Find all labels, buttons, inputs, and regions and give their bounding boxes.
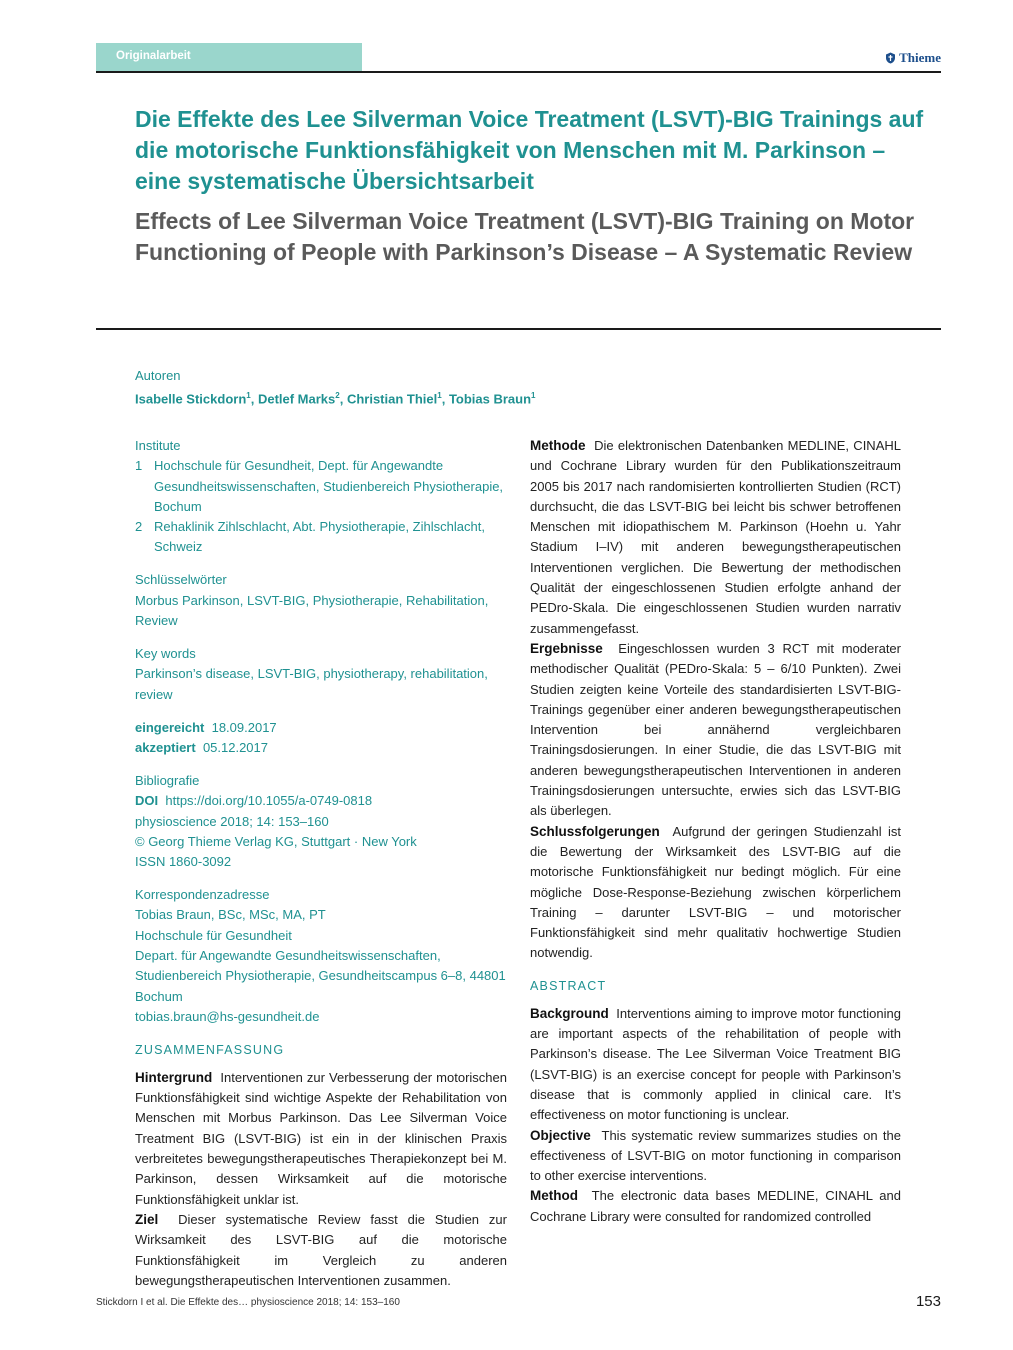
method-label: Method bbox=[530, 1188, 578, 1204]
accepted-value: 05.12.2017 bbox=[202, 739, 269, 755]
dates-section bbox=[135, 718, 507, 759]
abstract-background bbox=[530, 1004, 901, 1126]
zusammenfassung-methode bbox=[530, 436, 901, 639]
title-german: Die Effekte des Lee Silverman Voice Treatment (LSVT)-BIG Trainings auf die motorische Funktionsfähigkeit von Menschen mit M. Parkinson – eine systematische Übersichtsarbeit bbox=[135, 106, 924, 194]
header-rule bbox=[96, 71, 941, 73]
copyright: © Georg Thieme Verlag KG, Stuttgart · New York bbox=[135, 833, 417, 849]
correspondence-line: Hochschule für Gesundheit bbox=[135, 927, 292, 943]
schluss-text: Aufgrund der geringen Studienzahl ist die Bewertung der Wirksamkeit des LSVT-BIG auf die motorische Funktionsfähigkeit nur bedingt möglich. Für eine mögliche Dose-Response-Beziehung zwischen körperlichem Training – darunter LSVT-BIG – und motorischer Funktionsfähigkeit sind mehr qualitativ hochwertige Studien notwendig. bbox=[530, 823, 901, 961]
author-sep: , bbox=[339, 391, 347, 407]
left-column bbox=[135, 436, 507, 1291]
institute-number: 2 bbox=[135, 519, 143, 535]
keywords-de-text: Morbus Parkinson, LSVT-BIG, Physiotherapie, Rehabilitation, Review bbox=[135, 592, 489, 629]
ziel-text: Dieser systematische Review fasst die Studien zur Wirksamkeit des LSVT-BIG auf die motorische Funktionsfähigkeit im Vergleich zu anderen bewegungstherapeutischen Interventionen zusammen. bbox=[135, 1211, 507, 1288]
author-affil: 1 bbox=[531, 391, 536, 401]
institute-text: Rehaklinik Zihlschlacht, Abt. Physiotherapie, Zihlschlacht, Schweiz bbox=[154, 519, 485, 555]
accepted-label: akzeptiert bbox=[135, 739, 196, 755]
journal-ref: physioscience 2018; 14: 153–160 bbox=[135, 813, 329, 829]
correspondence-email[interactable]: tobias.braun@hs-gesundheit.de bbox=[135, 1008, 320, 1024]
zusammenfassung-ergebnisse bbox=[530, 639, 901, 822]
institute-item bbox=[135, 456, 507, 517]
title-rule bbox=[96, 328, 941, 330]
author-sep: , bbox=[250, 391, 258, 407]
authors-label: Autoren bbox=[135, 368, 181, 383]
method-text: The electronic data bases MEDLINE, CINAHL and Cochrane Library were consulted for randomized controlled bbox=[530, 1188, 901, 1224]
background-label: Background bbox=[530, 1005, 609, 1021]
correspondence-line: Tobias Braun, BSc, MSc, MA, PT bbox=[135, 907, 326, 923]
ergebnisse-label: Ergebnisse bbox=[530, 640, 603, 656]
keywords-de-section bbox=[135, 570, 507, 631]
zusammenfassung-ziel bbox=[135, 1210, 507, 1291]
correspondence-label: Korrespondenzadresse bbox=[135, 887, 270, 903]
keywords-en-text: Parkinson’s disease, LSVT-BIG, physiotherapy, rehabilitation, review bbox=[135, 666, 488, 702]
author-name: Isabelle Stickdorn bbox=[135, 391, 247, 407]
accepted-date bbox=[135, 738, 507, 758]
methode-text: Die elektronischen Datenbanken MEDLINE, CINAHL und Cochrane Library wurden für den Publikationszeitraum 2005 bis 2017 nach randomisierten kontrollierten Studien (RCT) durchsucht, die das LSVT-BIG bei leicht bis schwer betroffenen Menschen mit idiopathischem M. Parkinson (Hoehn u. Yahr Stadium I–IV) mit anderen bewegungstherapeutischen Interventionen verglichen. Die Bewertung der methodischen Qualität der eingeschlossenen Studien erfolgte anhand der PEDro-Skala. Die eingeschlossenen Studien wurden narrativ zusammengefasst. bbox=[530, 438, 901, 636]
publisher-logo bbox=[885, 50, 941, 66]
keywords-de-label: Schlüsselwörter bbox=[135, 572, 227, 588]
bibliography-label: Bibliografie bbox=[135, 772, 200, 788]
author-sep: , bbox=[441, 391, 449, 407]
objective-text: This systematic review summarizes studies on the effectiveness of LSVT-BIG on motor functioning in comparison to other exercise interventions. bbox=[530, 1127, 901, 1184]
page-number: 153 bbox=[915, 1293, 941, 1310]
zusammenfassung-heading: ZUSAMMENFASSUNG bbox=[135, 1042, 285, 1057]
abstract-method bbox=[530, 1186, 901, 1227]
authors-block bbox=[135, 366, 895, 410]
author-name: Christian Thiel bbox=[346, 391, 438, 407]
correspondence-line: Depart. für Angewandte Gesundheitswissenschaften, Studienbereich Physiotherapie, Gesundheitscampus 6–8, 44801 Bochum bbox=[135, 947, 506, 1004]
hintergrund-text: Interventionen zur Verbesserung der motorischen Funktionsfähigkeit sind wichtige Aspekte der Rehabilitation von Menschen mit Morbus Parkinson. Das Lee Silverman Voice Treatment BIG (LSVT-BIG) ist ein in der klinischen Praxis verbreitetes bewegungstherapeutisches Therapiekonzept bei M. Parkinson, dessen Wirksamkeit auf die motorische Funktionsfähigkeit unklar ist. bbox=[135, 1069, 507, 1207]
institute-number: 1 bbox=[135, 458, 143, 474]
thieme-emblem-icon bbox=[885, 52, 896, 64]
section-gap bbox=[530, 964, 901, 976]
author-affil: 1 bbox=[246, 391, 251, 401]
doi-label: DOI bbox=[135, 793, 159, 809]
authors-list bbox=[135, 386, 895, 410]
keywords-en-section bbox=[135, 644, 507, 705]
zusammenfassung-hintergrund bbox=[135, 1068, 507, 1210]
title-english: Effects of Lee Silverman Voice Treatment (LSVT)-BIG Training on Motor Functioning of People with Parkinson’s Disease – A Systematic Review bbox=[135, 208, 915, 265]
schluss-label: Schlussfolgerungen bbox=[530, 823, 660, 839]
institute-text: Hochschule für Gesundheit, Dept. für Angewandte Gesundheitswissenschaften, Studienbereich Physiotherapie, Bochum bbox=[154, 458, 504, 514]
footer-citation: Stickdorn I et al. Die Effekte des… physioscience 2018; 14: 153–160 bbox=[96, 1297, 400, 1308]
publisher-name: Thieme bbox=[899, 50, 941, 65]
author-name: Tobias Braun bbox=[448, 391, 532, 407]
bibliography-section bbox=[135, 771, 507, 872]
author-affil: 1 bbox=[437, 391, 442, 401]
section-label: Originalarbeit bbox=[96, 43, 362, 71]
author-name: Detlef Marks bbox=[257, 391, 336, 407]
ziel-label: Ziel bbox=[135, 1211, 159, 1227]
issn: ISSN 1860-3092 bbox=[135, 854, 232, 870]
keywords-en-label: Key words bbox=[135, 646, 196, 662]
doi-link[interactable]: https://doi.org/10.1055/a-0749-0818 bbox=[165, 793, 373, 809]
author-affil: 2 bbox=[335, 391, 340, 401]
submitted-value: 18.09.2017 bbox=[211, 719, 277, 735]
hintergrund-label: Hintergrund bbox=[135, 1069, 213, 1085]
right-column bbox=[530, 436, 901, 1227]
abstract-objective bbox=[530, 1126, 901, 1187]
abstract-heading: ABSTRACT bbox=[530, 978, 607, 993]
objective-label: Objective bbox=[530, 1127, 591, 1143]
institute-item bbox=[135, 517, 507, 558]
institutes-section bbox=[135, 436, 507, 558]
background-text: Interventions aiming to improve motor functioning are important aspects of the rehabilitation of people with Parkinson’s disease. The Lee Silverman Voice Treatment BIG (LSVT-BIG) is an exercise concept for people with Parkinson’s disease that is commonly applied in clinical care. It’s effectiveness on motor functioning is unclear. bbox=[530, 1005, 901, 1123]
institutes-label: Institute bbox=[135, 438, 181, 453]
correspondence-section bbox=[135, 885, 507, 1027]
submitted-label: eingereicht bbox=[135, 719, 205, 735]
submitted-date bbox=[135, 718, 507, 738]
zusammenfassung-schluss bbox=[530, 822, 901, 964]
methode-label: Methode bbox=[530, 438, 586, 453]
doi-line bbox=[135, 791, 507, 811]
ergebnisse-text: Eingeschlossen wurden 3 RCT mit moderater methodischer Qualität (PEDro-Skala: 5 – 6/10 Punkten). Zwei Studien zeigten keine Vorteile des standardisierten LSVT-BIG-Trainings gegenüber einer anderen bewegungstherapeutischen Intervention bei annähernd vergleichbaren Trainingsdosierungen. In einer Studie, die das LSVT-BIG mit anderen bewegungstherapeutischen Interventionen in anderen Trainingsdosierungen untersuchte, erwies sich das LSVT-BIG als überlegen. bbox=[530, 640, 901, 819]
